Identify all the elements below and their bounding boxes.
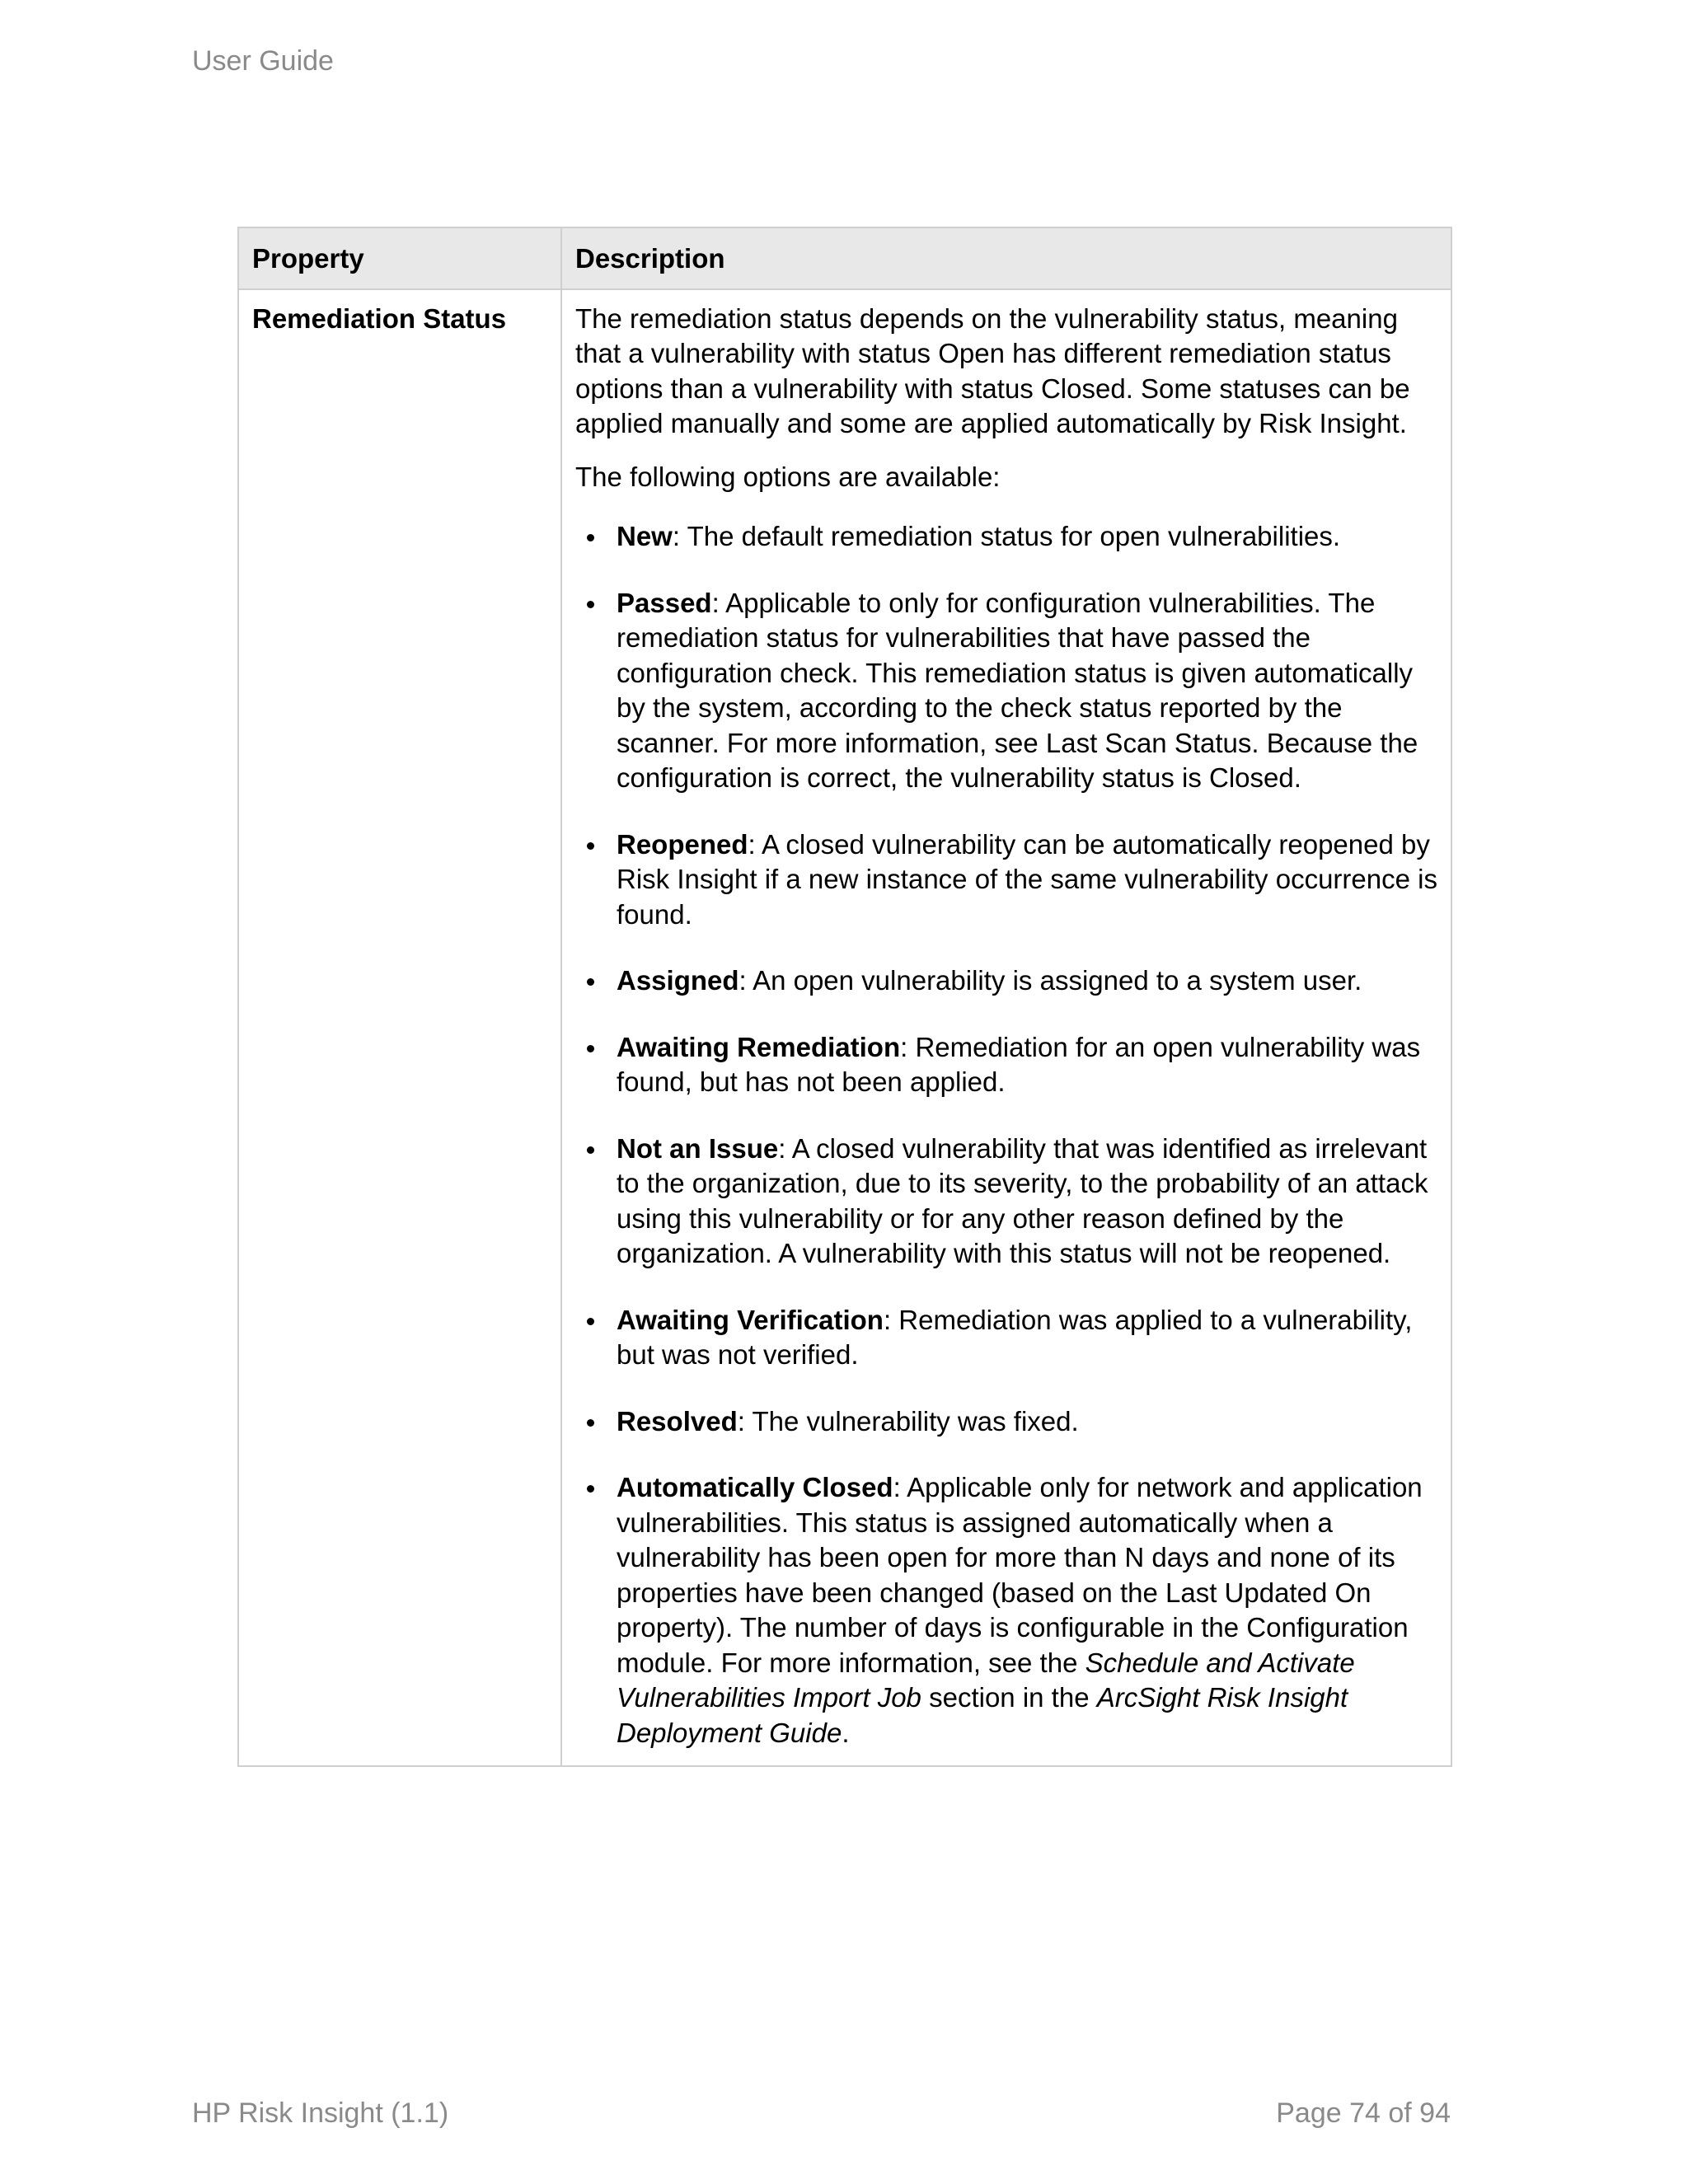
- option-text: : The vulnerability was fixed.: [737, 1405, 1079, 1436]
- bullet-icon: [587, 1146, 594, 1154]
- bullet-icon: [587, 534, 594, 541]
- option-text: : An open vulnerability is assigned to a system user.: [738, 965, 1362, 996]
- footer-page-number: Page 74 of 94: [1276, 2097, 1451, 2129]
- column-header-description: Description: [561, 227, 1451, 289]
- properties-table: [237, 227, 1452, 1767]
- option-term: New: [617, 521, 673, 551]
- list-item: [575, 586, 1437, 796]
- option-term: Passed: [617, 587, 712, 618]
- bullet-icon: [587, 1318, 594, 1325]
- option-term: Not an Issue: [617, 1132, 779, 1164]
- list-item: [575, 1030, 1437, 1100]
- option-term: Reopened: [617, 828, 748, 860]
- table-header-row: [238, 227, 1451, 289]
- list-item: [575, 963, 1437, 999]
- option-term: Resolved: [617, 1405, 738, 1436]
- list-item: [575, 519, 1437, 555]
- option-term: Awaiting Verification: [617, 1304, 884, 1335]
- table-row: [238, 289, 1451, 1767]
- option-text: : Applicable to only for configuration vulnerabilities. The remediation status for vulnerabilities that have passed the configuration check. This remediation status is given automatically by the system, according to the check status reported by the scanner. For more information, see Last Scan Status. Because the configuration is correct, the vulnerability status is Closed.: [617, 587, 1418, 793]
- bullet-icon: [587, 1045, 594, 1052]
- status-options-list: [575, 519, 1437, 1750]
- option-term: Assigned: [617, 965, 739, 996]
- option-term: Awaiting Remediation: [617, 1031, 901, 1062]
- description-lead: The following options are available:: [575, 461, 1001, 492]
- bullet-icon: [587, 1419, 594, 1427]
- bullet-icon: [587, 601, 594, 608]
- description-cell: [561, 289, 1451, 1767]
- list-item: [575, 1303, 1437, 1373]
- list-item: [575, 1470, 1437, 1750]
- bullet-icon: [587, 842, 594, 850]
- option-term: Automatically Closed: [617, 1472, 893, 1502]
- list-item: [575, 1404, 1437, 1440]
- option-italic-ref: ArcSight Risk Insight Deployment Guide: [617, 1682, 1348, 1748]
- running-header: User Guide: [192, 45, 334, 77]
- option-text: : A closed vulnerability can be automatically reopened by Risk Insight if a new instance of the same vulnerability occurrence is found.: [617, 828, 1437, 930]
- property-cell: Remediation Status: [238, 289, 561, 1767]
- description-intro: The remediation status depends on the vulnerability status, meaning that a vulnerability with status Open has different remediation status options than a vulnerability with status Closed. Some statuses can be applied manually and some are applied automatically by Risk Insight.: [575, 302, 1410, 438]
- option-text: .: [842, 1717, 850, 1748]
- bullet-icon: [587, 1485, 594, 1493]
- option-text: : Applicable only for network and application vulnerabilities. This status is assigned automatically when a vulnerability has been open for more than N days and none of its properties have been changed (based on the Last Updated On property). The number of days is configurable in the Configuration module. For more information, see the: [617, 1472, 1423, 1678]
- option-italic-ref: Schedule and Activate Vulnerabilities Import Job: [617, 1647, 1355, 1713]
- option-text: : A closed vulnerability that was identified as irrelevant to the organization, due to its severity, to the probability of an attack using this vulnerability or for any other reason defined by the organization. A vulnerability with this status will not be reopened.: [617, 1132, 1428, 1268]
- option-text: section in the: [921, 1682, 1097, 1713]
- list-item: [575, 827, 1437, 933]
- column-header-property: Property: [238, 227, 561, 289]
- list-item: [575, 1132, 1437, 1272]
- footer-product: HP Risk Insight (1.1): [192, 2097, 449, 2129]
- option-text: : Remediation for an open vulnerability was found, but has not been applied.: [617, 1031, 1421, 1097]
- option-text: : The default remediation status for open vulnerabilities.: [672, 521, 1341, 551]
- option-text: : Remediation was applied to a vulnerability, but was not verified.: [617, 1304, 1413, 1370]
- bullet-icon: [587, 978, 594, 986]
